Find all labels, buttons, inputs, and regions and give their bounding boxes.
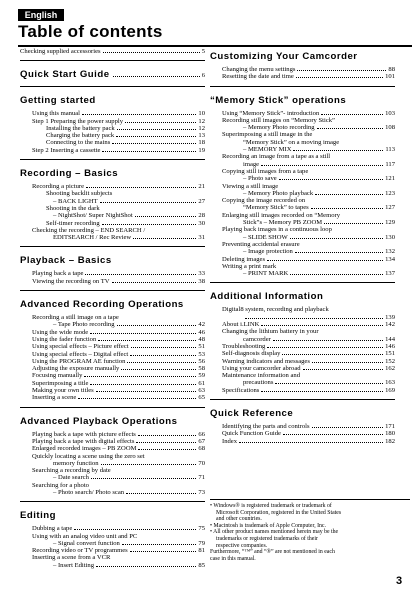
toc-entry[interactable]: Enlarged recorded images – PB ZOOM 68 <box>32 445 205 453</box>
section-playback-basics: Playback – Basics <box>20 246 205 267</box>
toc-entry[interactable]: Charging the battery pack 13 <box>46 132 205 140</box>
toc-entry[interactable]: Playing back a tape 33 <box>32 270 205 278</box>
toc-entry[interactable]: – MEMORY MIX 113 <box>243 146 395 154</box>
note-line: trademarks or registered trademarks of their <box>216 535 318 542</box>
toc-entry-line: Using with an analog video unit and PC <box>32 532 138 540</box>
toc-entry[interactable]: – Photo search/ Photo scan 73 <box>53 488 205 496</box>
note-line: case in this manual. <box>210 555 256 562</box>
toc-entry[interactable]: Adjusting the exposure manually 58 <box>32 365 205 373</box>
toc-entry-line: Viewing a still image <box>222 182 279 190</box>
toc-entry[interactable]: – Insert Editing 85 <box>53 561 205 569</box>
section-editing: Editing <box>20 501 205 522</box>
toc-entry[interactable]: Specifications 169 <box>222 386 395 394</box>
toc-entry[interactable]: Making your own titles 63 <box>32 387 205 395</box>
leader-dots <box>103 52 200 53</box>
toc-entry[interactable]: precautions 163 <box>243 379 395 387</box>
left-column <box>20 48 205 569</box>
note-line: and other countries. <box>216 516 262 523</box>
toc-entry[interactable]: Quick Function Guide 180 <box>222 430 395 438</box>
toc-entry[interactable]: Using the fader function 48 <box>32 335 205 343</box>
toc-entry-line: Copying still images from a tape <box>222 167 309 175</box>
toc-entry[interactable]: Using “Memory Stick”- introduction 103 <box>222 109 395 117</box>
toc-entry-line: Checking the recording – END SEARCH / <box>32 226 146 234</box>
section-additional-information: Additional Information <box>210 282 395 303</box>
section-quick-reference: Quick Reference <box>210 399 395 420</box>
toc-entry[interactable]: Troubleshooting 146 <box>222 342 395 350</box>
toc-entry-line: Changing the lithium battery in your <box>222 328 319 336</box>
toc-entry[interactable]: “Memory Stick” to tapes 127 <box>243 204 395 212</box>
toc-entry-line: Maintenance information and <box>222 372 300 380</box>
page-number: 3 <box>396 575 403 587</box>
note-line: Furthermore, “™” and “®” are not mentioned in each <box>210 549 335 556</box>
toc-entry-line: Recording still images on “Memory Stick” <box>222 116 335 124</box>
toc-entry[interactable]: – Photo save 121 <box>243 175 395 183</box>
right-column <box>210 51 395 445</box>
toc-entry-line: Searching for a photo <box>32 481 89 489</box>
toc-entry[interactable]: Deleting images 134 <box>222 255 395 263</box>
toc-entry[interactable]: – Memory Photo playback 123 <box>243 189 395 197</box>
toc-entry[interactable]: Resetting the date and time 101 <box>222 73 395 81</box>
toc-entry[interactable]: Using special effects – Digital effect 53 <box>32 350 205 358</box>
toc-entry-line: Preventing accidental erasure <box>222 240 300 248</box>
toc-entry[interactable]: Inserting a scene 65 <box>32 394 205 402</box>
getting-started-list <box>20 110 205 154</box>
toc-entry[interactable]: Step 2 Inserting a cassette 19 <box>32 146 205 154</box>
toc-entry[interactable]: – Date search 71 <box>53 474 205 482</box>
toc-entry[interactable]: – SLIDE SHOW 130 <box>243 233 395 241</box>
advanced-playback-list <box>20 431 205 497</box>
toc-entry-line: Shooting backlit subjects <box>46 190 113 198</box>
toc-entry[interactable]: Playing back a tape with digital effects 67 <box>32 437 205 445</box>
note-line: respective companies. <box>216 542 268 549</box>
toc-entry[interactable]: – Memory Photo recording 108 <box>243 124 395 132</box>
toc-entry-line: Enlarging still images recorded on “Memory <box>222 211 340 219</box>
toc-entry[interactable]: Using the PROGRAM AE function 56 <box>32 357 205 365</box>
toc-entry[interactable]: Connecting to the mains 18 <box>46 139 205 147</box>
toc-entry[interactable]: Index 182 <box>222 437 395 445</box>
toc-entry[interactable]: memory function 70 <box>53 459 205 467</box>
toc-entry[interactable]: – Signal convert function 79 <box>53 539 205 547</box>
section-getting-started: Getting started <box>20 86 205 107</box>
toc-entry[interactable]: Using the wide mode 46 <box>32 328 205 336</box>
toc-entry[interactable]: Using special effects – Picture effect 51 <box>32 343 205 351</box>
toc-entry[interactable]: Self-diagnosis display 151 <box>222 350 395 358</box>
toc-entry[interactable]: – NightShot/ Super NightShot 28 <box>53 212 205 220</box>
customizing-list <box>210 66 395 81</box>
page-title: Table of contents <box>18 22 163 41</box>
toc-entry[interactable]: Changing the menu settings 88 <box>222 66 395 73</box>
toc-entry[interactable]: image 117 <box>243 160 395 168</box>
toc-entry[interactable]: Superimposing a title 61 <box>32 379 205 387</box>
toc-entry[interactable]: Installing the battery pack 12 <box>46 124 205 132</box>
recording-basics-list <box>20 183 205 241</box>
toc-entry-line: Inserting a scene from a VCR <box>32 554 111 562</box>
toc-entry-line: Recording a still image on a tape <box>32 314 119 322</box>
toc-entry[interactable]: EDITSEARCH / Rec Review 31 <box>53 234 205 242</box>
toc-entry[interactable]: – PRINT MARK 137 <box>243 270 395 278</box>
toc-entry-line: Shooting in the dark <box>46 204 100 212</box>
toc-entry[interactable]: Playing back a tape with picture effects 66 <box>32 430 205 438</box>
toc-entry[interactable]: Focusing manually 59 <box>32 372 205 380</box>
toc-entry[interactable]: camcorder 144 <box>243 335 395 343</box>
toc-entry[interactable]: Dubbing a tape 75 <box>32 525 205 533</box>
quick-reference-list <box>210 423 395 445</box>
toc-entry[interactable]: Using your camcorder abroad 162 <box>222 364 395 372</box>
toc-entry[interactable]: 139 <box>210 314 395 321</box>
toc-entry-line: Superimposing a still image in the <box>222 131 313 139</box>
section-advanced-recording: Advanced Recording Operations <box>20 290 205 311</box>
section-quick-start[interactable]: Quick Start Guide 6 <box>20 60 205 81</box>
title-rule <box>18 45 412 47</box>
toc-entry[interactable]: Recording video or TV programmes 81 <box>32 547 205 555</box>
toc-entry-line: Quickly locating a scene using the zero set <box>32 452 145 460</box>
trademark-notes <box>210 499 410 562</box>
note-line: • Windows® is registered trademark or trademark of <box>210 503 332 509</box>
advanced-recording-list <box>20 314 205 402</box>
editing-list <box>20 525 205 569</box>
toc-entry[interactable]: Warning indicators and messages 152 <box>222 357 395 365</box>
additional-list <box>210 306 395 394</box>
toc-entry-line: Digital8 system, recording and playback <box>222 306 329 314</box>
toc-entry-checking[interactable]: Checking supplied accessories 5 <box>20 48 205 55</box>
memory-stick-list <box>210 110 395 278</box>
toc-entry-line: Copying the image recorded on <box>222 197 306 205</box>
playback-basics-list <box>20 270 205 285</box>
note-line: • Macintosh is trademark of Apple Computer, Inc. <box>210 522 326 529</box>
toc-entry[interactable]: Recording a picture 21 <box>32 183 205 191</box>
language-tab: English <box>18 9 64 21</box>
section-memory-stick: “Memory Stick” operations <box>210 86 395 107</box>
toc-entry[interactable]: Stick”s – Memory PB ZOOM 129 <box>243 219 395 227</box>
leader-dots <box>113 76 200 77</box>
toc-entry[interactable]: Identifying the parts and controls 171 <box>222 422 395 430</box>
toc-entry-line: Playing back images in a continuous loop <box>222 226 332 234</box>
toc-entry[interactable]: Step 1 Preparing the power supply 12 <box>32 117 205 125</box>
note-line: • All other product names mentioned herein may be the <box>210 529 339 536</box>
toc-entry[interactable]: Viewing the recording on TV 38 <box>32 277 205 285</box>
toc-entry-line: Writing a print mark <box>222 262 277 270</box>
toc-entry[interactable]: Using this manual 10 <box>32 110 205 118</box>
toc-entry[interactable]: – BACK LIGHT 27 <box>53 197 205 205</box>
section-recording-basics: Recording – Basics <box>20 159 205 180</box>
toc-entry-line: Recording an image from a tape as a still <box>222 153 331 161</box>
section-advanced-playback: Advanced Playback Operations <box>20 407 205 428</box>
toc-entry[interactable]: Self-timer recording 30 <box>46 219 205 227</box>
toc-entry[interactable]: – Tape Photo recording 42 <box>53 321 205 329</box>
toc-entry[interactable]: About i.LINK 142 <box>222 321 395 329</box>
toc-entry-line: Searching a recording by date <box>32 467 111 475</box>
note-line: Microsoft Corporation, registered in the United States <box>216 509 342 516</box>
section-customizing: Customizing Your Camcorder <box>210 51 358 62</box>
toc-entry[interactable]: – Image protection 132 <box>243 248 395 256</box>
toc-entry-line: “Memory Stick” on a moving image <box>243 138 340 146</box>
